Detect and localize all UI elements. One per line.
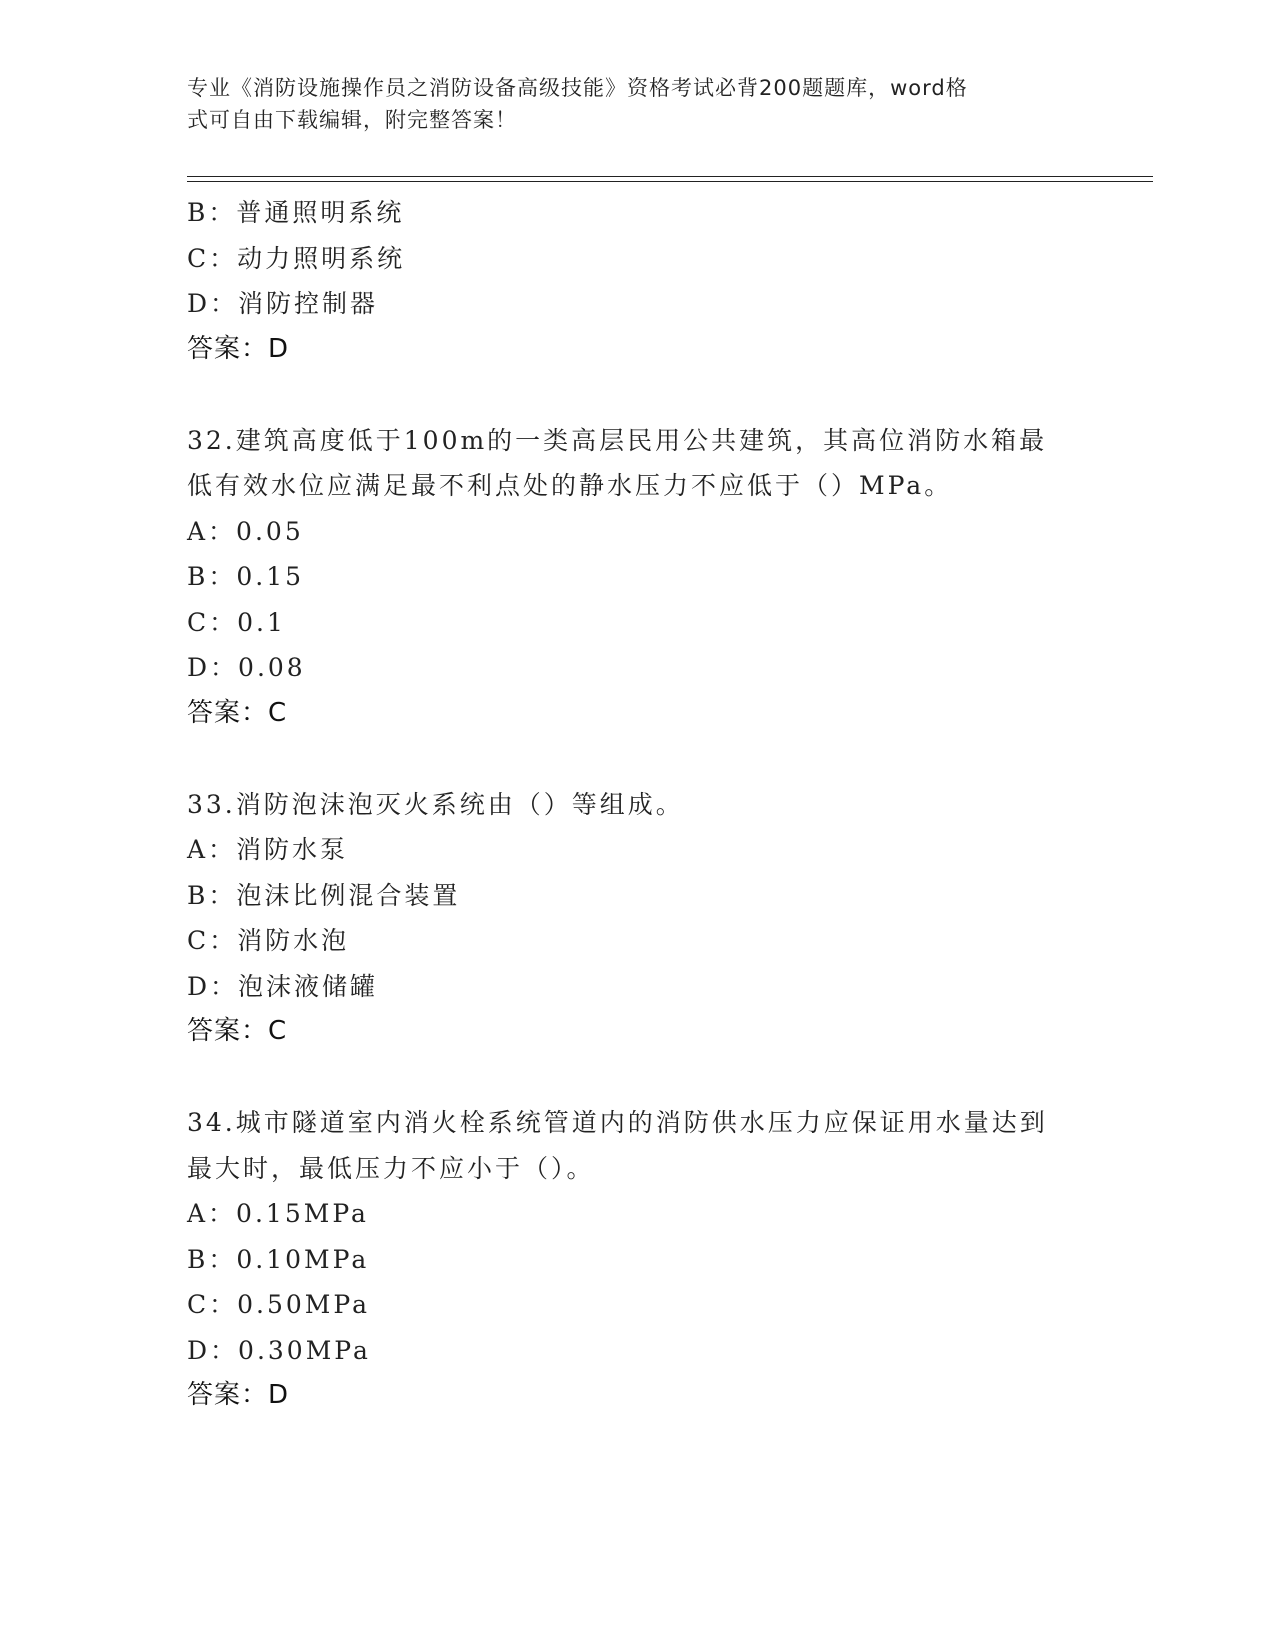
option-b: B：0.10MPa — [187, 1244, 370, 1274]
header-divider-bottom — [187, 181, 1153, 182]
option-c: C：动力照明系统 — [187, 243, 406, 273]
answer-line: 答案：C — [187, 1016, 288, 1046]
carryover-question — [187, 190, 1087, 372]
option-d: D：消防控制器 — [187, 289, 379, 318]
spacer — [187, 372, 1087, 418]
question-stem-line: 34.城市隧道室内消火栓系统管道内的消防供水压力应保证用水量达到 — [187, 1108, 1048, 1137]
option-a: A：消防水泵 — [187, 835, 349, 864]
option-b: B：泡沫比例混合装置 — [187, 880, 461, 910]
option-a: A：0.15MPa — [187, 1199, 369, 1228]
spacer — [187, 1055, 1087, 1101]
option-d: D：0.08 — [187, 653, 306, 682]
header-line-2: 式可自由下载编辑，附完整答案！ — [187, 108, 517, 132]
option-b: B：0.15 — [187, 562, 305, 591]
spacer — [187, 736, 1087, 782]
document-header — [187, 72, 1067, 136]
question-stem-line: 低有效水位应满足最不利点处的静水压力不应低于（）MPa。 — [187, 471, 953, 500]
option-d: D：泡沫液储罐 — [187, 971, 379, 1001]
question-stem-line: 32.建筑高度低于100m的一类高层民用公共建筑，其高位消防水箱最 — [187, 425, 1048, 455]
question-32 — [187, 418, 1087, 737]
question-34 — [187, 1100, 1087, 1419]
question-33 — [187, 782, 1087, 1055]
answer-line: 答案：D — [187, 1380, 290, 1410]
option-c: C：消防水泡 — [187, 926, 350, 955]
option-a: A：0.05 — [187, 516, 304, 546]
question-stem-line: 最大时，最低压力不应小于（）。 — [187, 1153, 595, 1183]
header-line-1: 专业《消防设施操作员之消防设备高级技能》资格考试必背200题题库，word格 — [187, 76, 968, 100]
answer-line: 答案：C — [187, 697, 288, 728]
question-stem-line: 33.消防泡沫泡灭火系统由（）等组成。 — [187, 789, 684, 819]
answer-line: 答案：D — [187, 333, 290, 364]
header-divider-top — [187, 176, 1153, 177]
option-d: D：0.30MPa — [187, 1335, 371, 1365]
option-c: C：0.50MPa — [187, 1290, 370, 1319]
option-b: B：普通照明系统 — [187, 198, 405, 227]
option-c: C：0.1 — [187, 607, 286, 637]
document-body — [187, 190, 1087, 1419]
